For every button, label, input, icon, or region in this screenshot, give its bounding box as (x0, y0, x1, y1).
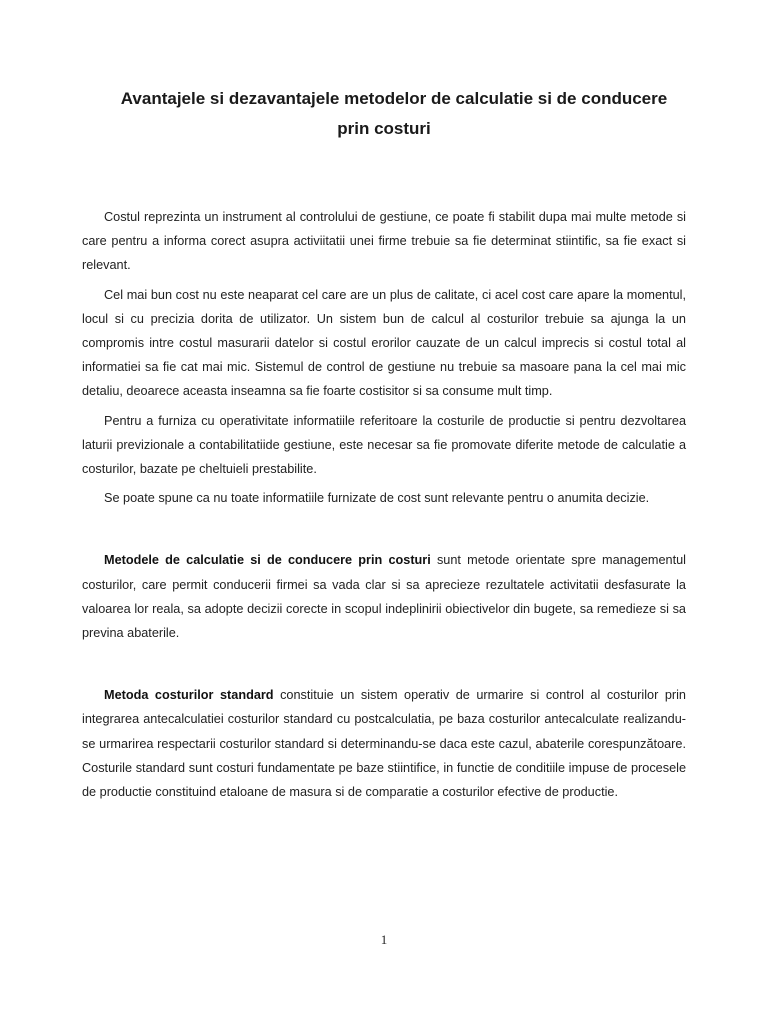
paragraph-costing-methods-text: sunt metode orientate spre managementul costurilor, care permit conducerii firmei sa vada clar si sa aprecieze rezultatele activitatii desfasurate la valoarea lor reala, sa adopte decizii corecte in scopul indeplinirii obiectivelor din bugete, sa remedieze si sa previna abaterile. (82, 553, 686, 641)
paragraph-standard-cost (82, 683, 686, 804)
paragraph-relevance: Se poate spune ca nu toate informatiile furnizate de cost sunt relevante pentru o anumita decizie. (104, 491, 650, 506)
paragraph-costing-methods (82, 548, 686, 645)
paragraph-cost-definition: Costul reprezinta un instrument al controlului de gestiune, ce poate fi stabilit dupa mai multe metode si care pentru a informa corect asupra activiitatii unei firme trebuie sa fie determinat stiintific, sa fie exact si relevant. (82, 210, 686, 273)
paragraph-best-cost: Cel mai bun cost nu este neaparat cel care are un plus de calitate, ci acel cost care apare la momentul, locul si cu precizia dorita de utilizator. Un sistem bun de calcul al costurilor trebuie sa ajunga la un compromis intre costul masurarii datelor si costul erorilor cauzate de un calcul imprecis si costul total al informatiei sa fie cat mai mic. Sistemul de control de gestiune nu trebuie sa masoare pana la cel mai mic detaliu, deoarece aceasta inseamna sa fie foarte costisitor si sa consume mult timp. (82, 287, 686, 399)
term-standard-cost: Metoda costurilor standard (104, 688, 274, 703)
page-number: 1 (380, 932, 388, 947)
document-body (82, 205, 686, 804)
title-line-2: prin costuri (337, 119, 431, 138)
paragraph-operative-info: Pentru a furniza cu operativitate informatiile referitoare la costurile de productie si pentru dezvoltarea laturii previzionale a contabilitatiide gestiune, este necesar sa fie promovate diferite metode de calculatie a costurilor, bazate pe cheltuieli prestabilite. (82, 413, 686, 477)
term-costing-methods: Metodele de calculatie si de conducere prin costuri (104, 553, 431, 568)
paragraph-standard-cost-text: constituie un sistem operativ de urmarire si control al costurilor prin integrarea antecalculatiei costurilor standard cu postcalculatia, pe baza costurilor antecalculate realizandu-se urmarirea respectarii costurilor standard si determinandu-se daca este cazul, abaterile corespunzătoare. Costurile standard sunt costuri fundamentate pe baze stiintifice, in functie de conditiile impuse de procesele de productie constituind etaloane de masura si de comparatie a costurilor efective de productie. (82, 688, 686, 800)
document-title (82, 85, 686, 143)
title-line-1: Avantajele si dezavantajele metodelor de calculatie si de conducere (120, 89, 668, 108)
